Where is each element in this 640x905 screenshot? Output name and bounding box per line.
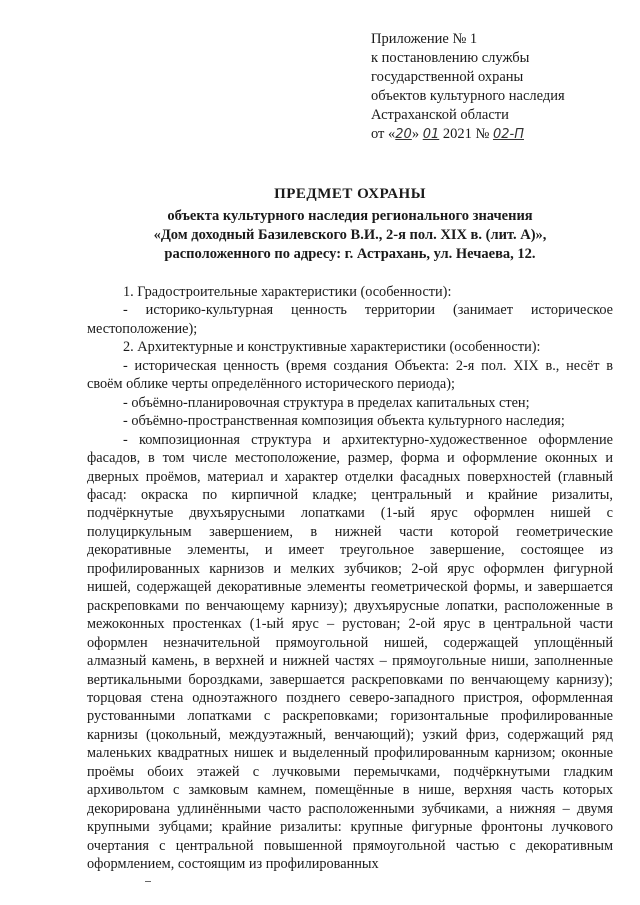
document-body [87,283,613,874]
appendix-line: государственной охраны [371,69,524,85]
paragraph: - объёмно-пространственная композиция объекта культурного наследия; [123,413,565,430]
paragraph: - композиционная структура и архитектурно-художественное оформление фасадов, в том числе местоположение, размер, форма и оформление оконных и дверных проёмов, материал и характер отделки фасадных поверхностей (главный фасад: окраска по кирпичной кладке; центральный и крайние ризалиты, подчёркнутые двухъярусными лопатками (1-ый ярус оформлен нишей с полуциркульным завершением, в нижней части которой геометрические декоративные элементы, и имеет треугольное завершение, состоящее из профилированных карнизов и мелких зубчиков; 2-ой ярус оформлен фигурной нишей, содержащей декоративные элементы геометрической формы, и завершается раскреповками по венчающему карнизу); двухъярусные лопатки, расположенные в межоконных простенках (1-ый ярус – рустован; 2-ой ярус в центральной части оформлен незначительной прямоугольной нишей, содержащей уплощённый алмазный камень, в верхней и нижней частях – прямоугольные ниши, заполненные вертикальными бороздками, завершается раскреповками по венчающему карнизу); торцовая стена одноэтажного позднего северо-западного пристроя, оформленная рустованными лопатками с раскреповками; горизонтальные профилированные карнизы (цокольный, междуэтажный, венчающий); узкий фриз, содержащий ряд маленьких квадратных нишек и выделенный профилированным карнизом; оконные проёмы обоих этажей с лучковыми перемычками, подчёркнутыми гладким архивольтом с замковым камнем, помещённые в нише, верхняя часть которых декорирована удлинёнными часто расположенными зубчиками, а нижняя – двумя крупными зубцами; крайние ризалиты: крупные фигурные фронтоны лучкового очертания с центральной повышенной прямоугольной частью с декоративным оформлением, состоящим из профилированных [87,431,613,873]
date-month: 01 [422,127,440,142]
document-subtitle-line: расположенного по адресу: г. Астрахань, ул. Нечаева, 12. [164,246,536,262]
paragraph: - историко-культурная ценность территории (занимает историческое местоположение); [87,302,613,337]
appendix-line: объектов культурного наследия [371,88,565,104]
paragraph: - историческая ценность (время создания Объекта: 2-я пол. XIX в., несёт в своём облике черты определённого исторического периода); [87,357,613,393]
document-subtitle-line: «Дом доходный Базилевского В.И., 2-я пол. XIX в. (лит. А)», [153,227,547,243]
scan-mark [145,881,151,882]
date-mid: » [411,126,423,142]
paragraph: - объёмно-планировочная структура в пределах капитальных стен; [123,394,530,411]
appendix-line: Астраханской области [371,107,509,123]
document-title: ПРЕДМЕТ ОХРАНЫ [274,186,426,202]
appendix-block [371,30,621,144]
paragraph: 1. Градостроительные характеристики (особенности): [123,284,452,300]
document-number: 02-П [492,127,524,142]
document-subtitle-line: объекта культурного наследия регионального значения [167,208,533,224]
appendix-line: Приложение № 1 [371,31,478,47]
appendix-line: к постановлению службы [371,50,530,66]
date-prefix: от « [371,126,396,142]
date-day: 20 [395,127,412,142]
appendix-date-line [371,125,621,144]
paragraph: 2. Архитектурные и конструктивные характеристики (особенности): [123,339,541,356]
date-year: 2021 № [439,126,493,142]
